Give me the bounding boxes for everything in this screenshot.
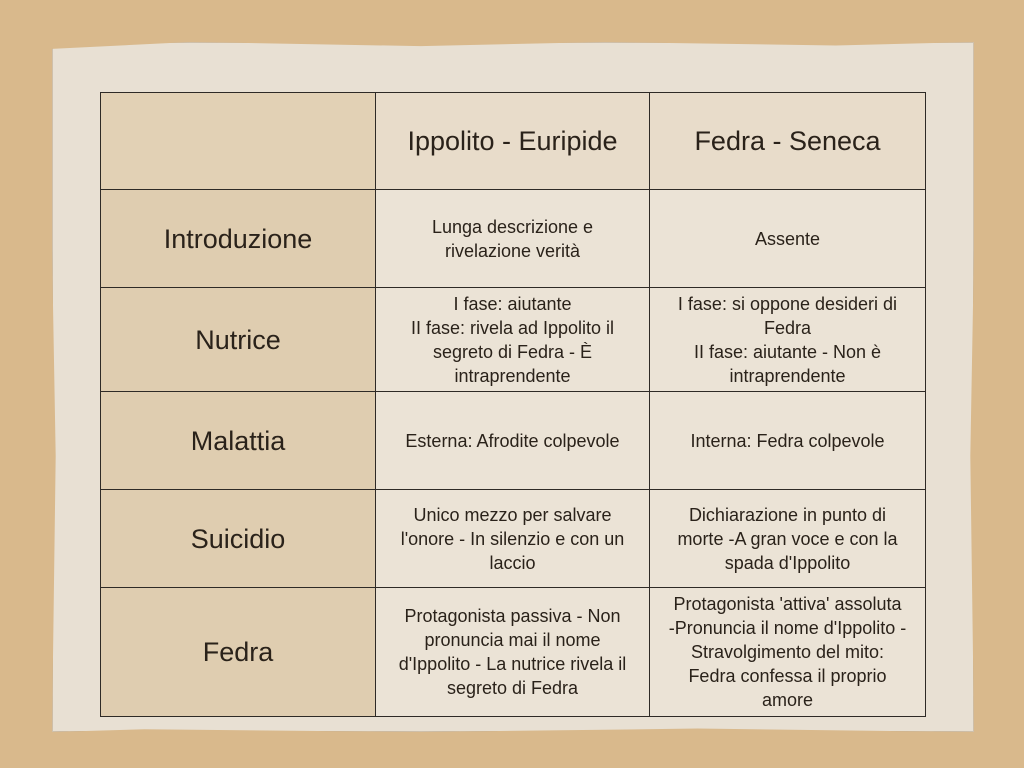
cell-line: segreto di Fedra - È (432, 341, 593, 362)
cell-line: Esterna: Afrodite colpevole (405, 430, 620, 451)
cell-line: morte -A gran voce e con la (677, 528, 898, 549)
cell-line: Fedra (763, 317, 812, 338)
cell-introduzione-euripide (376, 190, 650, 288)
cell-introduzione-seneca (650, 190, 926, 288)
cell-line: Assente (754, 228, 821, 249)
cell-line: Protagonista passiva - Non (404, 606, 621, 626)
cell-line: spada d'Ippolito (724, 552, 851, 573)
cell-line: Fedra confessa il proprio (688, 666, 887, 686)
cell-nutrice-euripide (376, 288, 650, 392)
cell-line: Dichiarazione in punto di (688, 504, 887, 525)
row-label-introduzione: Introduzione (101, 190, 376, 288)
cell-malattia-euripide (376, 392, 650, 490)
cell-line: d'Ippolito - La nutrice rivela il (398, 654, 627, 674)
cell-suicidio-euripide (376, 490, 650, 588)
header-euripide: Ippolito - Euripide (376, 93, 650, 190)
table-row (101, 490, 926, 588)
table-row (101, 190, 926, 288)
cell-nutrice-seneca (650, 288, 926, 392)
cell-line: amore (761, 690, 814, 710)
cell-line: II fase: rivela ad Ippolito il (410, 317, 615, 338)
cell-fedra-euripide (376, 588, 650, 717)
cell-line: intraprendente (729, 365, 846, 386)
cell-line: l'onore - In silenzio e con un (400, 528, 625, 549)
cell-line: II fase: aiutante - Non è (693, 341, 882, 362)
cell-line: I fase: si oppone desideri di (677, 293, 898, 314)
header-seneca: Fedra - Seneca (650, 93, 926, 190)
header-corner-cell (101, 93, 376, 190)
table-row (101, 392, 926, 490)
cell-line: Unico mezzo per salvare (413, 504, 612, 525)
table-header-row (101, 93, 926, 190)
cell-line: rivelazione verità (444, 240, 581, 261)
cell-line: -Pronuncia il nome d'Ippolito - (668, 618, 907, 638)
row-label-suicidio: Suicidio (101, 490, 376, 588)
cell-line: laccio (489, 552, 536, 573)
cell-line: Interna: Fedra colpevole (690, 430, 885, 451)
cell-line: intraprendente (454, 365, 571, 386)
comparison-table (100, 92, 926, 717)
cell-line: I fase: aiutante (453, 293, 572, 314)
row-label-fedra: Fedra (101, 588, 376, 717)
cell-line: Protagonista 'attiva' assoluta (673, 594, 902, 614)
row-label-malattia: Malattia (101, 392, 376, 490)
cell-line: Lunga descrizione e (431, 216, 594, 237)
cell-line: Stravolgimento del mito: (690, 642, 885, 662)
row-label-nutrice: Nutrice (101, 288, 376, 392)
cell-line: pronuncia mai il nome (424, 630, 601, 650)
table-row (101, 288, 926, 392)
cell-malattia-seneca (650, 392, 926, 490)
table-row (101, 588, 926, 717)
cell-suicidio-seneca (650, 490, 926, 588)
cell-line: segreto di Fedra (446, 678, 579, 698)
cell-fedra-seneca (650, 588, 926, 717)
